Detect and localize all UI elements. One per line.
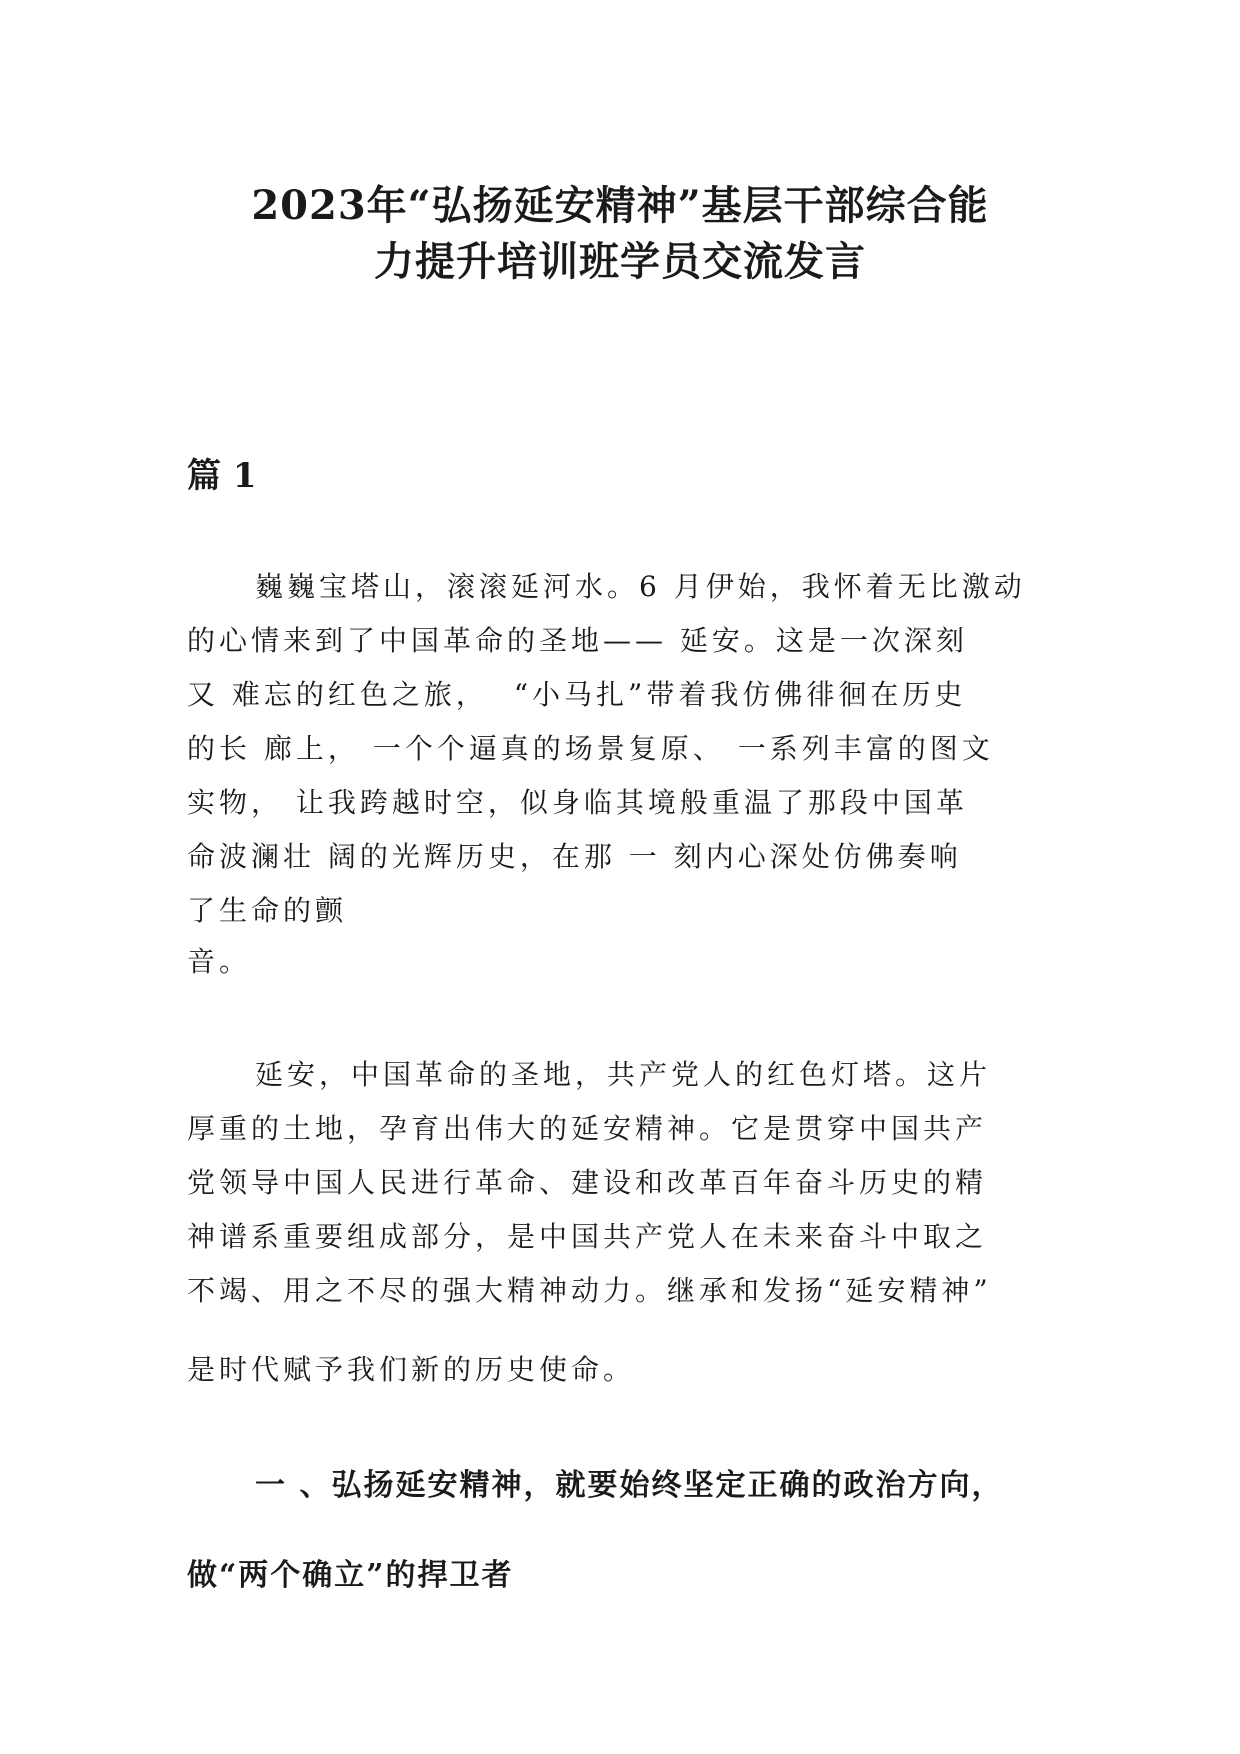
paragraph-1-line: 命波澜壮 阔的光辉历史，在那 一 刻内心深处仿佛奏响 [187, 840, 962, 873]
paragraph-2 [187, 1048, 1067, 1318]
paragraph-2-line: 神谱系重要组成部分，是中国共产党人在未来奋斗中取之 [187, 1220, 988, 1253]
document-title [150, 178, 1090, 290]
paragraph-2-tail: 是时代赋予我们新的历史使命。 [187, 1353, 636, 1386]
paragraph-1-tail: 音。 [187, 945, 252, 978]
paragraph-2-line: 延安，中国革命的圣地，共产党人的红色灯塔。这片 [255, 1058, 992, 1091]
heading-1-line-1: 一 、弘扬延安精神，就要始终坚定正确的政治方向， [255, 1468, 1004, 1503]
paragraph-1-line: 实物， 让我跨越时空，似身临其境般重温了那段中国革 [187, 786, 968, 819]
paragraph-1-line: 了生命的颤 [187, 894, 348, 927]
paragraph-1-line: 的心情来到了中国革命的圣地—— 延安。这是一次深刻 [187, 624, 968, 657]
section-label: 篇 1 [187, 456, 257, 496]
paragraph-2-line: 党领导中国人民进行革命、建设和改革百年奋斗历史的精 [187, 1166, 988, 1199]
paragraph-2-line: 厚重的土地，孕育出伟大的延安精神。它是贯穿中国共产 [187, 1112, 988, 1145]
paragraph-2-line: 不竭、用之不尽的强大精神动力。继承和发扬“延安精神” [187, 1274, 992, 1307]
heading-1-line-2: 做“两个确立”的捍卫者 [187, 1558, 514, 1593]
paragraph-1-line: 又 难忘的红色之旅， “小马扎”带着我仿佛徘徊在历史 [187, 678, 967, 711]
title-line-2: 力提升培训班学员交流发言 [374, 238, 866, 285]
paragraph-1-line: 巍巍宝塔山，滚滚延河水。6 月伊始，我怀着无比激动 [255, 570, 1026, 603]
title-line-1: 2023年“弘扬延安精神”基层干部综合能 [251, 182, 989, 229]
paragraph-1 [187, 560, 1067, 938]
paragraph-1-line: 的长 廊上， 一个个逼真的场景复原、 一系列丰富的图文 [187, 732, 994, 765]
